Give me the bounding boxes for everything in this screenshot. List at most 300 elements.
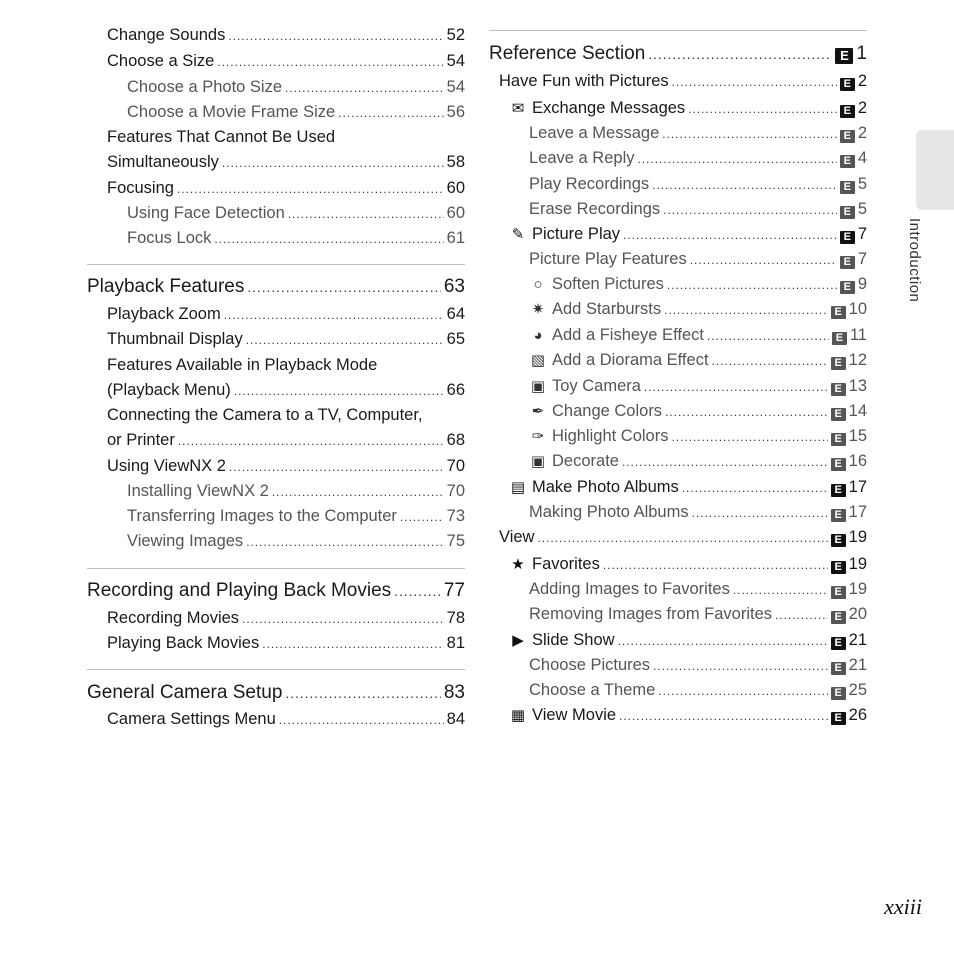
toc-entry-text: Playback Features — [87, 276, 245, 297]
toc-entry-playing-back-movies[interactable] — [87, 634, 465, 653]
toc-page-number: E 2 — [840, 99, 867, 118]
toc-page-number: E 21 — [831, 631, 867, 650]
dot-leader — [338, 106, 443, 120]
toc-page-number: 64 — [446, 305, 465, 323]
toc-page-number: E 21 — [831, 656, 867, 675]
toc-entry-text: Choose a Size — [107, 52, 215, 70]
toc-entry-label — [127, 507, 397, 526]
toc-entry-label — [529, 351, 709, 370]
reference-section-icon: E — [835, 48, 853, 64]
toc-entry-choose-pictures[interactable] — [489, 656, 867, 675]
page-number: xxiii — [884, 894, 922, 919]
toc-entry-text: Thumbnail Display — [107, 330, 243, 348]
toc-entry-features-that-cannot-be-used[interactable] — [87, 128, 465, 147]
dot-leader — [662, 127, 837, 141]
toc-page-number: 77 — [443, 580, 465, 601]
toc-page-number: 81 — [446, 634, 465, 652]
toc-entry-label — [499, 72, 669, 91]
reference-section-icon: E — [831, 637, 846, 650]
toc-entry-text: Highlight Colors — [552, 427, 669, 445]
toc-entry-focusing[interactable] — [87, 179, 465, 198]
toc-entry-label — [529, 377, 641, 396]
toc-page-number: E 10 — [831, 300, 867, 319]
toc-entry-making-photo-albums[interactable] — [489, 503, 867, 522]
toc-page-number: 61 — [446, 229, 465, 247]
toc-page-number: 83 — [443, 682, 465, 703]
toc-entry-text: Decorate — [552, 452, 619, 470]
toc-entry-label — [87, 682, 282, 704]
toc-entry-label — [127, 78, 282, 97]
section-divider — [87, 669, 465, 670]
toc-page-number: E 2 — [840, 72, 867, 91]
toc-entry-text: Using ViewNX 2 — [107, 457, 226, 475]
toc-entry-label — [87, 580, 391, 602]
dot-leader — [671, 430, 827, 444]
toc-entry-picture-play-features[interactable] — [489, 250, 867, 269]
toc-page-number: 56 — [446, 103, 465, 121]
toc-page-number: 66 — [446, 381, 465, 399]
toc-page-number: E 14 — [831, 402, 867, 421]
dot-leader — [537, 531, 827, 545]
dot-leader — [246, 333, 444, 347]
toc-entry-label — [107, 609, 239, 628]
toc-section-playback-features[interactable] — [87, 276, 465, 298]
toc-entry-text: Change Sounds — [107, 26, 226, 44]
dot-leader — [229, 460, 444, 474]
toc-entry-adding-images-to-favorites[interactable] — [489, 580, 867, 599]
dot-leader — [247, 280, 441, 295]
toc-entry-text: Camera Settings Menu — [107, 710, 276, 728]
toc-entry-text: Choose a Photo Size — [127, 78, 283, 96]
toc-entry-label — [107, 52, 214, 71]
toc-entry-label — [529, 605, 772, 624]
reference-section-icon: E — [831, 561, 846, 574]
dot-leader — [217, 55, 443, 69]
toc-entry-text: Choose Pictures — [529, 656, 651, 674]
reference-section-icon: E — [831, 687, 846, 700]
toc-page-number: E 5 — [840, 200, 867, 219]
toc-entry-text: Exchange Messages — [532, 99, 686, 117]
toc-entry-text: Picture Play Features — [529, 250, 687, 268]
dot-leader — [638, 152, 837, 166]
toc-entry-text: Viewing Images — [127, 532, 244, 550]
dot-leader — [672, 75, 837, 89]
dot-leader — [279, 713, 444, 727]
toc-entry-text: View — [499, 528, 535, 546]
toc-entry-or-printer[interactable] — [87, 431, 465, 450]
toc-entry-leave-a-message[interactable] — [489, 124, 867, 143]
toc-entry-text: Toy Camera — [552, 377, 641, 395]
reference-section-icon: E — [831, 662, 846, 675]
toc-page-number: E 7 — [840, 250, 867, 269]
dot-leader — [622, 455, 828, 469]
reference-section-icon: E — [831, 611, 846, 624]
toc-entry-picture-play[interactable] — [489, 225, 867, 244]
side-tab-label: Introduction — [906, 218, 923, 303]
toc-entry-label — [489, 43, 645, 65]
toc-page-number: 58 — [446, 153, 465, 171]
toc-entry-text: Simultaneously — [107, 153, 219, 171]
dot-leader — [667, 278, 837, 292]
toc-page-number: 78 — [446, 609, 465, 627]
toc-entry-text: Soften Pictures — [552, 275, 664, 293]
toc-entry-label — [529, 503, 689, 522]
toc-page-number: 54 — [446, 52, 465, 70]
dot-leader — [692, 506, 828, 520]
dot-leader — [618, 634, 828, 648]
toc-page-number: E 19 — [831, 528, 867, 547]
reference-section-icon: E — [831, 509, 846, 522]
reference-section-icon: E — [840, 105, 855, 118]
toc-entry-playback-zoom[interactable] — [87, 305, 465, 324]
highlight-colors-icon: ✑ — [531, 428, 545, 445]
toc-entry-label — [529, 326, 704, 345]
dot-leader — [658, 684, 827, 698]
dot-leader — [262, 637, 443, 651]
dot-leader — [242, 612, 444, 626]
toc-entry-label — [107, 634, 259, 653]
diorama-icon: ▧ — [530, 352, 546, 369]
toc-entry-label — [127, 482, 269, 501]
toc-entry-text: Focusing — [107, 179, 174, 197]
toc-entry-label — [529, 200, 660, 219]
toc-entry-text: Choose a Movie Frame Size — [127, 103, 336, 121]
dot-leader — [665, 405, 828, 419]
toc-entry-text: Connecting the Camera to a TV, Computer, — [107, 406, 423, 424]
reference-section-icon: E — [840, 206, 855, 219]
toc-section-recording-and-playing-back-movies[interactable] — [87, 580, 465, 602]
toc-entry-text: Focus Lock — [127, 229, 212, 247]
toc-entry-text: Slide Show — [532, 631, 615, 649]
dot-leader — [653, 659, 828, 673]
dot-leader — [400, 510, 444, 524]
toc-entry-text: Picture Play — [532, 225, 621, 243]
dot-leader — [394, 584, 441, 599]
toc-entry-label — [499, 528, 534, 547]
dot-leader — [644, 380, 828, 394]
dot-leader — [234, 384, 444, 398]
dot-leader — [224, 308, 444, 322]
toc-entry-label — [529, 300, 661, 319]
reference-section-icon: E — [840, 155, 855, 168]
toc-entry-camera-settings-menu[interactable] — [87, 710, 465, 729]
reference-section-icon: E — [840, 130, 855, 143]
toc-entry-label — [529, 580, 730, 599]
dot-leader — [648, 47, 832, 62]
toc-page-number: E 13 — [831, 377, 867, 396]
toc-entry-text: Have Fun with Pictures — [499, 72, 669, 90]
toc-entry-text: Using Face Detection — [127, 204, 285, 222]
toc-entry-label — [107, 26, 225, 45]
toc-entry-toy-camera[interactable] — [489, 377, 867, 396]
dot-leader — [285, 686, 440, 701]
reference-section-icon: E — [831, 408, 846, 421]
toc-entry-have-fun-with-pictures[interactable] — [489, 72, 867, 91]
toc-entry-text: General Camera Setup — [87, 682, 283, 703]
dot-leader — [619, 709, 828, 723]
view-movie-icon: ▦ — [510, 707, 526, 724]
toc-entry-make-photo-albums[interactable] — [489, 478, 867, 497]
toc-page-number: E 4 — [840, 149, 867, 168]
toc-entry-using-viewnx-2[interactable] — [87, 457, 465, 476]
toc-entry-text: Installing ViewNX 2 — [127, 482, 269, 500]
toc-entry-text: Features Available in Playback Mode — [107, 356, 378, 374]
reference-section-icon: E — [832, 332, 847, 345]
toc-entry-label — [529, 681, 655, 700]
toc-entry-label — [529, 124, 659, 143]
toc-entry-label — [529, 452, 619, 471]
toc-entry-viewing-images[interactable] — [87, 532, 465, 551]
toc-entry-label — [107, 179, 174, 198]
toc-entry-label — [107, 710, 276, 729]
toc-entry-change-sounds[interactable] — [87, 26, 465, 45]
dot-leader — [288, 207, 444, 221]
toc-page-number: E 12 — [831, 351, 867, 370]
favorites-icon: ★ — [511, 556, 525, 573]
toc-page-number: E 2 — [840, 124, 867, 143]
toc-entry-label — [529, 250, 687, 269]
reference-section-icon: E — [831, 534, 846, 547]
toc-entry-choose-a-photo-size[interactable] — [87, 78, 465, 97]
reference-section-icon: E — [831, 306, 846, 319]
toc-entry-text: Playing Back Movies — [107, 634, 260, 652]
reference-section-icon: E — [831, 458, 846, 471]
toc-entry-label — [529, 427, 668, 446]
toc-page-number: 52 — [446, 26, 465, 44]
toc-entry-label — [107, 330, 243, 349]
toc-entry-transferring-images-to-the-computer[interactable] — [87, 507, 465, 526]
toc-entry-view-movie[interactable] — [489, 706, 867, 725]
toc-entry-text: Playback Zoom — [107, 305, 221, 323]
toc-page-number: 73 — [446, 507, 465, 525]
toc-entry-text: Add a Fisheye Effect — [552, 326, 704, 344]
toc-entry-focus-lock[interactable] — [87, 229, 465, 248]
toc-page-number: E 11 — [832, 326, 867, 345]
toc-entry-text: Recording Movies — [107, 609, 240, 627]
toc-entry-label — [127, 103, 335, 122]
reference-section-icon: E — [840, 78, 855, 91]
toc-entry-playback-menu[interactable] — [87, 381, 465, 400]
toc-page-number: E 20 — [831, 605, 867, 624]
toc-entry-label — [107, 305, 221, 324]
toc-entry-label — [529, 275, 664, 294]
toc-entry-text: Add a Diorama Effect — [552, 351, 709, 369]
toc-entry-label — [107, 431, 175, 450]
picture-play-icon: ✎ — [511, 226, 525, 243]
dot-leader — [775, 608, 828, 622]
toy-camera-icon: ▣ — [530, 378, 546, 395]
toc-entry-view[interactable] — [489, 528, 867, 547]
dot-leader — [285, 81, 444, 95]
toc-entry-label — [509, 225, 620, 244]
toc-entry-text: Reference Section — [489, 43, 646, 64]
section-divider — [489, 30, 867, 31]
toc-entry-label — [509, 555, 600, 574]
dot-leader — [688, 102, 837, 116]
dot-leader — [652, 178, 837, 192]
toc-page-number: 75 — [446, 532, 465, 550]
toc-entry-text: Leave a Message — [529, 124, 660, 142]
toc-page-number: 54 — [446, 78, 465, 96]
toc-entry-label — [127, 532, 243, 551]
toc-page-number: E 7 — [840, 225, 867, 244]
toc-entry-text: Transferring Images to the Computer — [127, 507, 397, 525]
toc-entry-text: Adding Images to Favorites — [529, 580, 730, 598]
dot-leader — [246, 535, 443, 549]
toc-page-number: E 17 — [831, 478, 867, 497]
toc-page-number: E 16 — [831, 452, 867, 471]
toc-entry-label — [107, 128, 335, 147]
toc-entry-slide-show[interactable] — [489, 631, 867, 650]
section-divider — [87, 264, 465, 265]
toc-entry-installing-viewnx-2[interactable] — [87, 482, 465, 501]
toc-page-number: 68 — [446, 431, 465, 449]
toc-entry-label — [87, 276, 244, 298]
soften-icon: ○ — [533, 276, 543, 293]
dot-leader — [682, 481, 828, 495]
toc-entry-choose-a-movie-frame-size[interactable] — [87, 103, 465, 122]
message-icon: ✉ — [511, 100, 525, 117]
toc-entry-text: Add Starbursts — [552, 300, 662, 318]
toc-entry-connecting-the-camera-to-a-tv-computer[interactable] — [87, 406, 465, 425]
toc-page-number: 84 — [446, 710, 465, 728]
toc-entry-label — [107, 406, 423, 425]
toc-entry-text: Leave a Reply — [529, 149, 635, 167]
toc-page-number: E 25 — [831, 681, 867, 700]
toc-entry-recording-movies[interactable] — [87, 609, 465, 628]
dot-leader — [272, 485, 444, 499]
toc-entry-decorate[interactable] — [489, 452, 867, 471]
reference-section-icon: E — [831, 383, 846, 396]
toc-page-number: 70 — [446, 482, 465, 500]
dot-leader — [712, 354, 828, 368]
change-colors-icon: ✒ — [531, 403, 545, 420]
dot-leader — [623, 228, 837, 242]
dot-leader — [707, 329, 829, 343]
toc-entry-choose-a-size[interactable] — [87, 52, 465, 71]
toc-entry-text: Erase Recordings — [529, 200, 661, 218]
toc-entry-highlight-colors[interactable] — [489, 427, 867, 446]
toc-entry-text: or Printer — [107, 431, 175, 449]
dot-leader — [664, 303, 828, 317]
toc-section-reference-section[interactable] — [489, 43, 867, 65]
toc-entry-simultaneously[interactable] — [87, 153, 465, 172]
toc-page-number: 60 — [446, 204, 465, 222]
toc-entry-removing-images-from-favorites[interactable] — [489, 605, 867, 624]
toc-entry-label — [529, 149, 635, 168]
toc-entry-label — [509, 99, 685, 118]
toc-entry-label — [509, 631, 615, 650]
dot-leader — [214, 232, 443, 246]
toc-entry-text: Making Photo Albums — [529, 503, 689, 521]
toc-page-number: 60 — [446, 179, 465, 197]
toc-entry-play-recordings[interactable] — [489, 175, 867, 194]
toc-page-number: 63 — [443, 276, 465, 297]
fisheye-icon: ◕ — [533, 327, 543, 344]
reference-section-icon: E — [840, 256, 855, 269]
slide-show-icon: ▶ — [512, 632, 524, 649]
reference-section-icon: E — [831, 586, 846, 599]
toc-page-number: E 15 — [831, 427, 867, 446]
toc-entry-text: View Movie — [532, 706, 617, 724]
toc-page-number: E 9 — [840, 275, 867, 294]
toc-entry-label — [529, 175, 649, 194]
toc-entry-features-available-in-playback-mode[interactable] — [87, 356, 465, 375]
toc-entry-label — [127, 204, 285, 223]
reference-section-icon: E — [831, 357, 846, 370]
toc-entry-label — [107, 356, 377, 375]
dot-leader — [690, 253, 837, 267]
reference-section-icon: E — [840, 181, 855, 194]
starburst-icon: ✷ — [531, 301, 545, 318]
toc-entry-label — [509, 478, 679, 497]
toc-entry-text: Recording and Playing Back Movies — [87, 580, 392, 601]
toc-entry-leave-a-reply[interactable] — [489, 149, 867, 168]
toc-page-number: E 17 — [831, 503, 867, 522]
toc-entry-label — [529, 656, 650, 675]
section-divider — [87, 568, 465, 569]
toc-entry-choose-a-theme[interactable] — [489, 681, 867, 700]
toc-entry-text: (Playback Menu) — [107, 381, 231, 399]
toc-entry-label — [127, 229, 211, 248]
toc-entry-change-colors[interactable] — [489, 402, 867, 421]
toc-entry-using-face-detection[interactable] — [87, 204, 465, 223]
reference-section-icon: E — [840, 231, 855, 244]
toc-entry-text: Features That Cannot Be Used — [107, 128, 336, 146]
toc-page-number: E 1 — [835, 43, 867, 65]
toc-entry-exchange-messages[interactable] — [489, 99, 867, 118]
toc-entry-text: Choose a Theme — [529, 681, 656, 699]
toc-entry-label — [107, 381, 231, 400]
toc-page-number: E 26 — [831, 706, 867, 725]
toc-entry-add-a-diorama-effect[interactable] — [489, 351, 867, 370]
toc-page-number: 65 — [446, 330, 465, 348]
toc-section-general-camera-setup[interactable] — [87, 682, 465, 704]
reference-section-icon: E — [831, 433, 846, 446]
toc-entry-text: Removing Images from Favorites — [529, 605, 772, 623]
dot-leader — [663, 203, 837, 217]
toc-entry-add-a-fisheye-effect[interactable] — [489, 326, 867, 345]
toc-page-number: E 19 — [831, 555, 867, 574]
toc-entry-erase-recordings[interactable] — [489, 200, 867, 219]
toc-entry-text: Change Colors — [552, 402, 663, 420]
decorate-icon: ▣ — [530, 453, 546, 470]
toc-entry-soften-pictures[interactable] — [489, 275, 867, 294]
toc-entry-text: Play Recordings — [529, 175, 650, 193]
reference-section-icon: E — [840, 281, 855, 294]
dot-leader — [228, 29, 443, 43]
reference-section-icon: E — [831, 712, 846, 725]
dot-leader — [603, 558, 828, 572]
toc-entry-thumbnail-display[interactable] — [87, 330, 465, 349]
side-tab[interactable] — [916, 130, 954, 210]
dot-leader — [177, 182, 444, 196]
toc-entry-text: Make Photo Albums — [532, 478, 679, 496]
toc-entry-add-starbursts[interactable] — [489, 300, 867, 319]
toc-page-number: 70 — [446, 457, 465, 475]
dot-leader — [733, 583, 828, 597]
toc-entry-label — [529, 402, 662, 421]
photo-album-icon: ▤ — [510, 479, 526, 496]
toc-entry-label — [107, 457, 226, 476]
dot-leader — [178, 434, 444, 448]
toc-page-number: E 19 — [831, 580, 867, 599]
reference-section-icon: E — [831, 484, 846, 497]
toc-page-number: E 5 — [840, 175, 867, 194]
toc-entry-label — [509, 706, 616, 725]
toc-entry-favorites[interactable] — [489, 555, 867, 574]
dot-leader — [222, 156, 444, 170]
